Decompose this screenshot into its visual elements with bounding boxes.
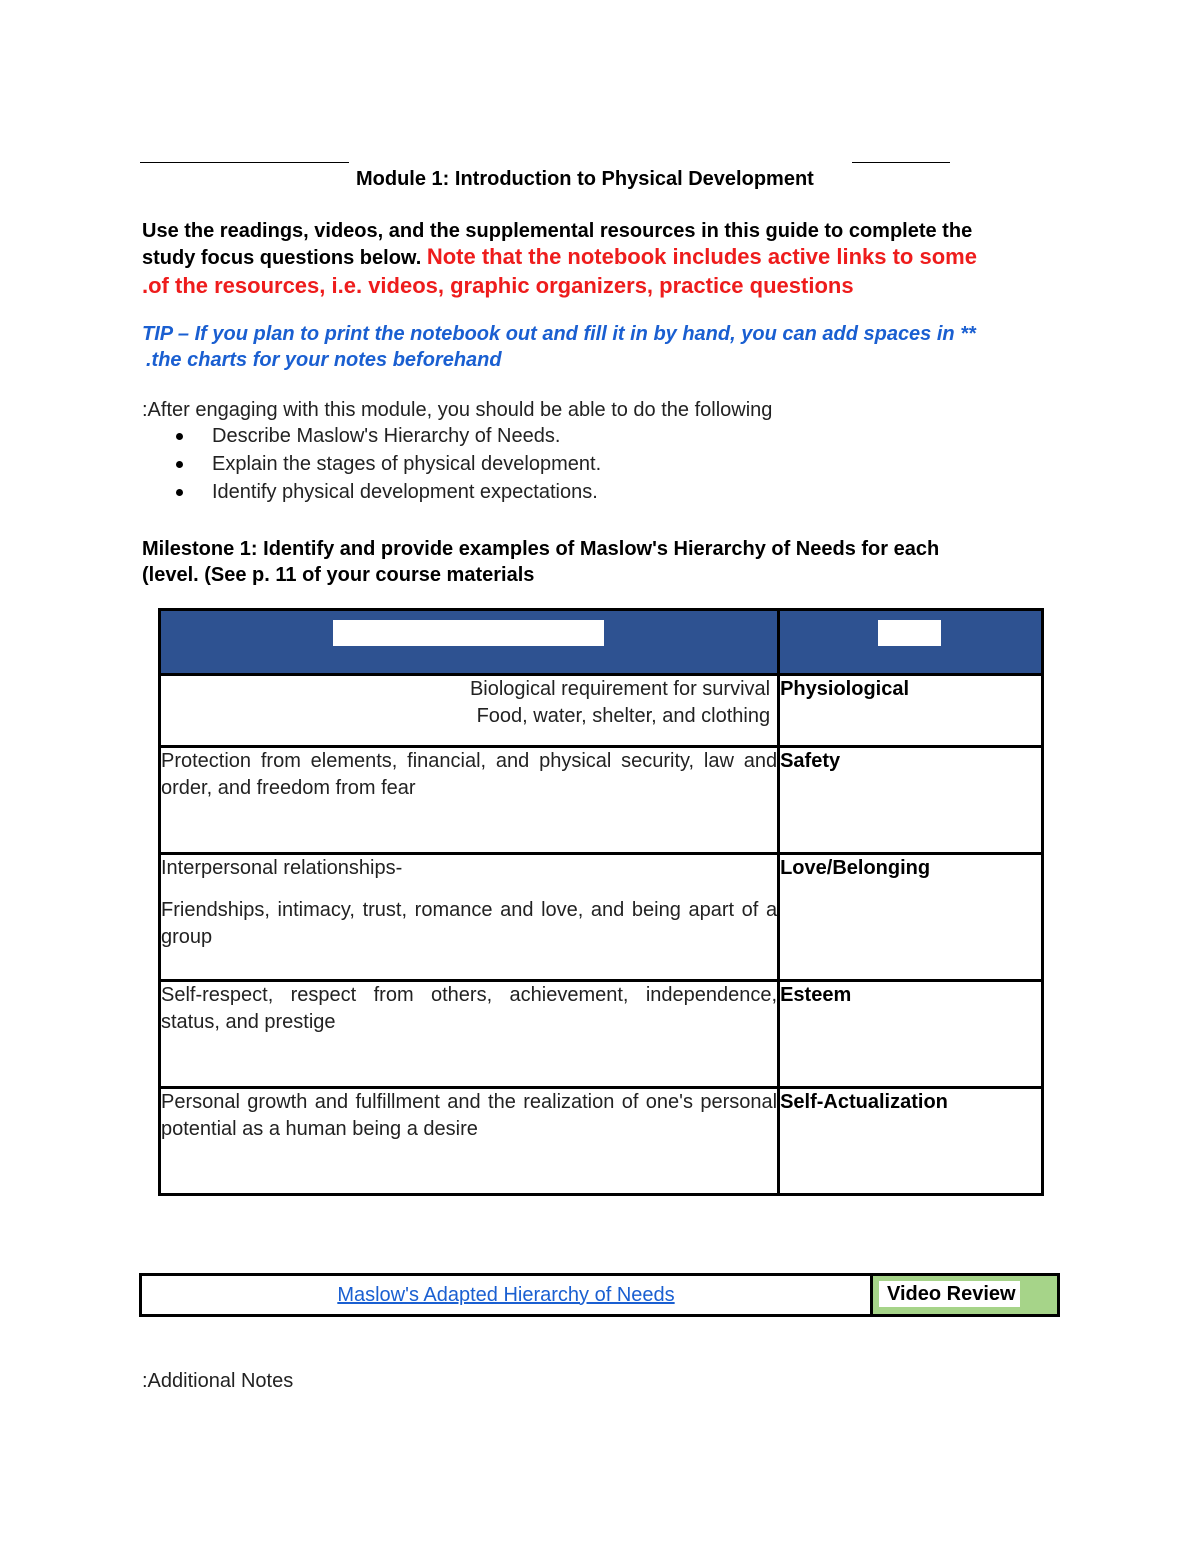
need-description[interactable]: Protection from elements, financial, and physical security, law and order, and freedom from fear [160, 747, 779, 854]
need-description-line: Friendships, intimacy, trust, romance and love, and being apart of a group [161, 899, 778, 948]
need-level: Safety [779, 747, 1043, 854]
tip-line2: .the charts for your notes beforehand [146, 349, 502, 371]
header-cell-level [779, 610, 1043, 675]
need-level: Love/Belonging [779, 854, 1043, 981]
intro-bold-line1: Use the readings, videos, and the supplemental resources in this guide to complete the [142, 220, 973, 242]
list-item [172, 423, 601, 451]
need-description-line: Biological requirement for survival [469, 678, 771, 700]
date-blank-line [852, 162, 950, 163]
table-row [141, 1275, 1059, 1316]
objective-text: Explain the stages of physical development. [212, 453, 602, 475]
need-level: Esteem [779, 981, 1043, 1088]
need-description[interactable] [160, 675, 779, 747]
objective-text: Identify physical development expectations. [212, 481, 598, 503]
video-review-table [139, 1273, 1060, 1317]
page-title: Module 1: Introduction to Physical Development [356, 168, 814, 190]
milestone-line2: (level. (See p. 11 of your course materials [142, 564, 535, 586]
bullet-icon [176, 489, 183, 496]
list-item [172, 479, 601, 507]
tip-line1: TIP – If you plan to print the notebook out and fill it in by hand, you can add spaces in ** [142, 323, 976, 345]
paragraph-gap [161, 882, 777, 897]
redacted-header-label [878, 620, 941, 646]
need-description[interactable]: Personal growth and fulfillment and the realization of one's personal potential as a human being a desire [160, 1088, 779, 1195]
table-row [160, 981, 1043, 1088]
need-description[interactable] [160, 854, 779, 981]
list-item [172, 451, 601, 479]
redacted-header-label [333, 620, 604, 646]
table-row [160, 1088, 1043, 1195]
additional-notes-label: :Additional Notes [142, 1370, 294, 1392]
intro-red-line2: .of the resources, i.e. videos, graphic organizers, practice questions [142, 273, 854, 298]
objectives-lead: :After engaging with this module, you should be able to do the following [142, 399, 773, 421]
need-description-line: Food, water, shelter, and clothing [476, 705, 771, 727]
need-level: Physiological [779, 675, 1043, 747]
bullet-icon [176, 461, 183, 468]
video-review-label: Video Review [879, 1281, 1020, 1307]
video-link[interactable]: Maslow's Adapted Hierarchy of Needs [141, 1275, 872, 1316]
maslow-needs-table [158, 608, 1044, 1196]
intro-red-line1: Note that the notebook includes active links to some [426, 244, 977, 269]
objective-text: Describe Maslow's Hierarchy of Needs. [212, 425, 561, 447]
table-row [160, 747, 1043, 854]
tip-paragraph [142, 321, 1062, 373]
intro-paragraph [142, 218, 1062, 299]
table-row [160, 675, 1043, 747]
video-review-cell [872, 1275, 1059, 1316]
table-header-row [160, 610, 1043, 675]
intro-bold-line2: study focus questions below. [142, 247, 422, 269]
milestone-line1: Milestone 1: Identify and provide examples of Maslow's Hierarchy of Needs for each [142, 538, 940, 560]
need-description[interactable]: Self-respect, respect from others, achievement, independence, status, and prestige [160, 981, 779, 1088]
bullet-icon [176, 433, 183, 440]
header-cell-description [160, 610, 779, 675]
milestone-heading [142, 536, 1072, 588]
need-level: Self-Actualization [779, 1088, 1043, 1195]
objectives-list [172, 423, 601, 507]
table-row [160, 854, 1043, 981]
name-blank-line [140, 162, 349, 163]
need-description-line: Interpersonal relationships- [161, 857, 403, 879]
